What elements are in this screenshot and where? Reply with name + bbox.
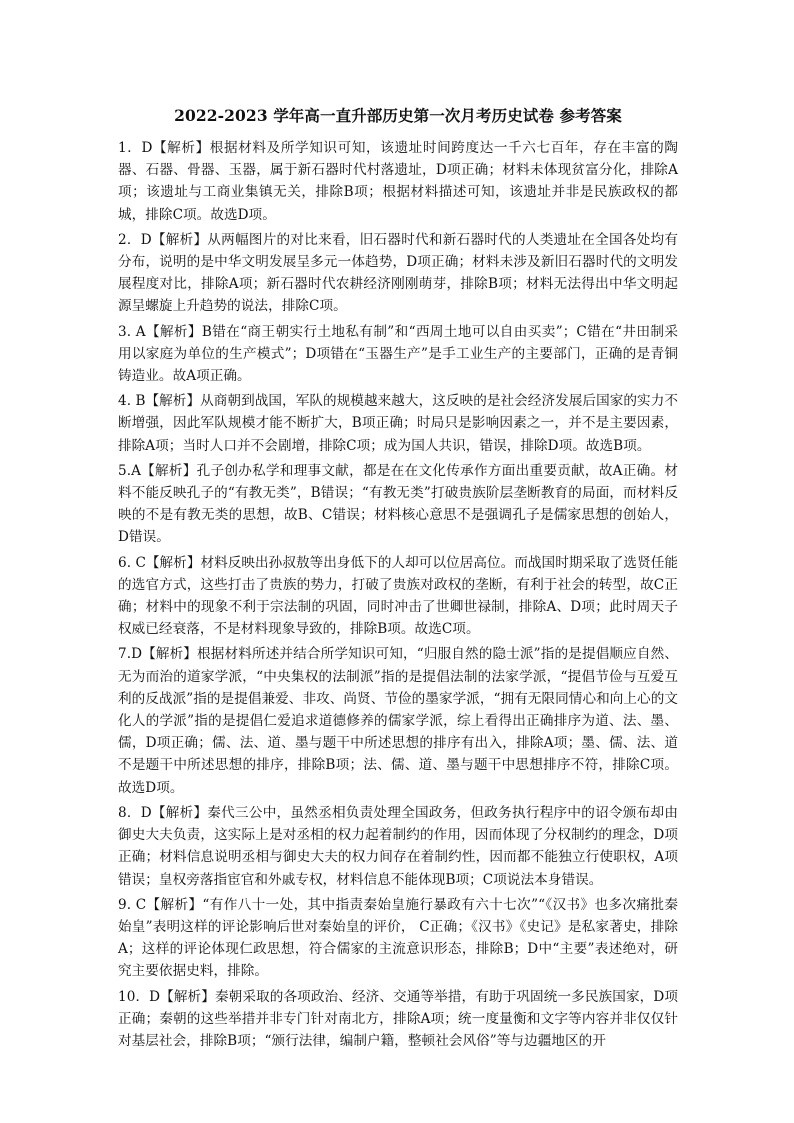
answer-item-1: 1．D【解析】根据材料及所学知识可知，该遗址时间跨度达一千六七百年，存在丰富的陶器、石器、骨器、玉器，属于新石器时代村落遗址，D项正确；材料未体现贫富分化，排除A项；该遗址与工商业集镇无关，排除B项；根据材料描述可知，该遗址并非是民族政权的都城，排除C项。故选D项。 xyxy=(118,140,678,223)
answer-item-4: 4. B【解析】从商朝到战国，军队的规模越来越大，这反映的是社会经济发展后国家的实力不断增强，因此军队规模才能不断扩大，B项正确；时局只是影响因素之一，并不是主要因素，排除A项；当时人口并不会剧增，排除C项；成为国人共识，错误，排除D项。故选B项。 xyxy=(118,393,678,454)
answer-item-10: 10．D【解析】秦朝采取的各项政治、经济、交通等举措，有助于巩固统一多民族国家，D项正确；秦朝的这些举措并非专门针对南北方，排除A项；统一度量衡和文字等内容并非仅仅针对基层社会，排除B项；“颁行法律，编制户籍，整顿社会风俗”等与边疆地区的开 xyxy=(118,988,678,1049)
page-title: 2022-2023 学年高一直升部历史第一次月考历史试卷 参考答案 xyxy=(174,106,622,125)
answer-item-7: 7.D【解析】根据材料所述并结合所学知识可知，“归服自然的隐士派”指的是提倡顺应自然、无为而治的道家学派，“中央集权的法制派”指的是提倡法制的法家学派，“提倡节俭与互爱互利的反战派”指的是提倡兼爱、非攻、尚贤、节俭的墨家学派，“拥有无限同情心和向上心的文化人的学派”指的是提倡仁爱追求道德修养的儒家学派，综上看得出正确排序为道、法、墨、儒，D项正确；儒、法、道、墨与题干中所述思想的排序有出入，排除A项；墨、儒、法、道不是题干中所述思想的排序，排除B项；法、儒、道、墨与题干中思想排序不符，排除C项。故选D项。 xyxy=(118,646,678,796)
answer-item-5: 5.A【解析】孔子创办私学和理事文献，都是在在文化传承作方面出重要贡献，故A正确。材料不能反映孔子的“有教无类”，B错误；“有教无类”打破贵族阶层垄断教育的局面，而材料反映的不是有教无类的思想，故B、C错误；材料核心意思不是强调孔子是儒家思想的创始人，D错误。 xyxy=(118,462,678,546)
answer-sheet xyxy=(118,104,678,1055)
answer-item-9: 9. C【解析】“有作八十一处，其中指责秦始皇施行暴政有六十七次”“《汉书》也多次痛批秦始皇”表明这样的评论影响后世对秦始皇的评价， C正确；《汉书》《史记》是私家著史，排除A；这样的评论体现仁政思想，符合儒家的主流意识形态，排除B；D中“主要”表述绝对，研究主要依据史料，排除。 xyxy=(118,896,678,980)
answer-item-8: 8．D【解析】秦代三公中，虽然丞相负责处理全国政务，但政务执行程序中的诏令颁布却由御史大夫负责，这实际上是对丞相的权力起着制约的作用，因而体现了分权制约的理念，D项正确；材料信息说明丞相与御史大夫的权力间存在着制约性，因而都不能独立行使职权，A项错误；皇权旁落指宦官和外戚专权，材料信息不能体现B项；C项说法本身错误。 xyxy=(118,804,678,888)
answer-item-6: 6. C【解析】材料反映出孙叔敖等出身低下的人却可以位居高位。而战国时期采取了选贤任能的选官方式，这些打击了贵族的势力，打破了贵族对政权的垄断，有利于社会的转型，故C正确；材料中的现象不利于宗法制的巩固，同时冲击了世卿世禄制，排除A、D项；此时周天子权威已经衰落，不是材料现象导致的，排除B项。故选C项。 xyxy=(118,554,678,638)
answer-item-3: 3. A【解析】B错在“商王朝实行土地私有制”和“西周土地可以自由买卖”；C错在“井田制采用以家庭为单位的生产模式”；D项错在“玉器生产”是手工业生产的主要部门，正确的是青铜铸造业。故A项正确。 xyxy=(118,323,678,385)
answer-item-2: 2．D【解析】从两幅图片的对比来看，旧石器时代和新石器时代的人类遗址在全国各处均有分布，说明的是中华文明发展呈多元一体趋势，D项正确；材料未涉及新旧石器时代的文明发展程度对比，排除A项；新石器时代农耕经济刚刚萌芽，排除B项；材料无法得出中华文明起源呈螺旋上升趋势的说法，排除C项。 xyxy=(118,231,678,315)
